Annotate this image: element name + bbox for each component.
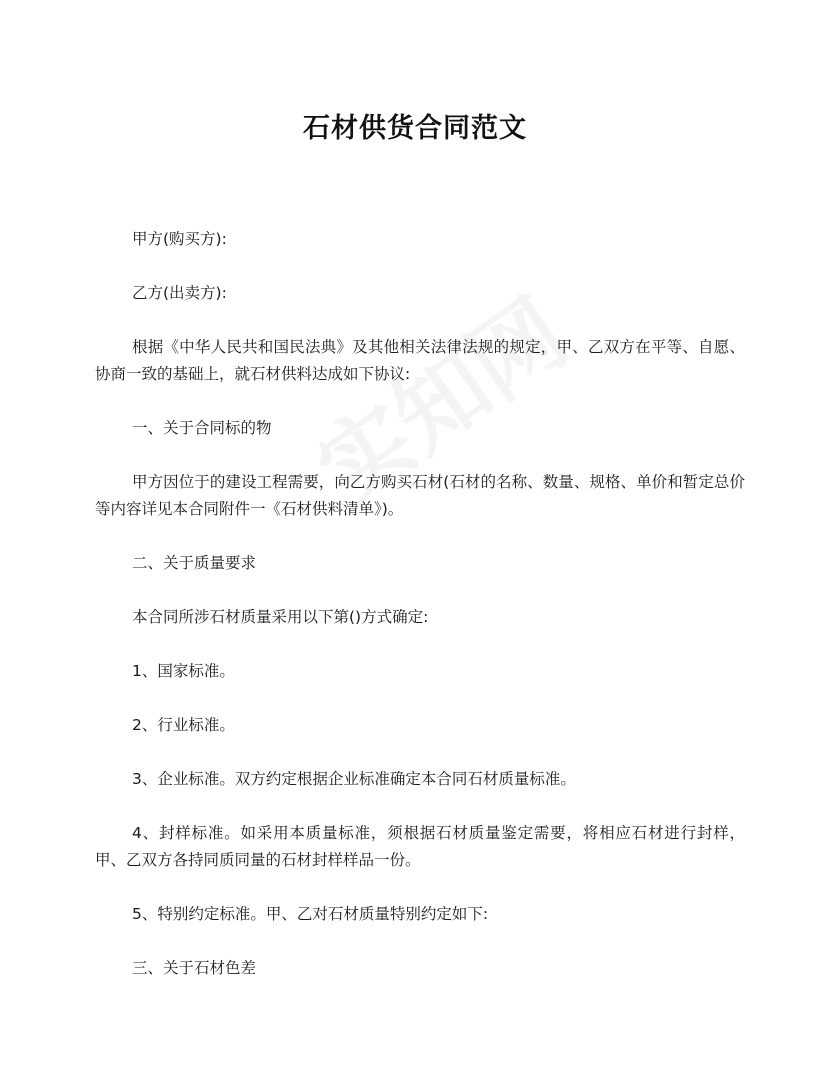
section-heading-3: 三、关于石材色差: [132, 959, 257, 977]
document-title: 石材供货合同范文: [303, 113, 527, 144]
section-1-paragraph: 甲方因位于的建设工程需要，向乙方购买石材(石材的名称、数量、规格、单价和暂定总价等内容详见本合同附件一《石材供料清单》)。: [95, 473, 745, 518]
quality-method-paragraph: 本合同所涉石材质量采用以下第()方式确定:: [132, 608, 429, 626]
party-a-line: 甲方(购买方):: [132, 230, 227, 248]
preamble-paragraph: 根据《中华人民共和国民法典》及其他相关法律法规的规定，甲、乙双方在平等、自愿、协商一致的基础上，就石材供料达成如下协议:: [95, 338, 745, 383]
quality-option-4: 4、封样标准。如采用本质量标准，须根据石材质量鉴定需要，将相应石材进行封样，甲、乙双方各持同质同量的石材封样样品一份。: [95, 824, 745, 869]
party-b-line: 乙方(出卖方):: [132, 284, 227, 302]
quality-option-5: 5、特别约定标准。甲、乙对石材质量特别约定如下:: [132, 905, 489, 923]
section-heading-2: 二、关于质量要求: [132, 554, 257, 572]
document-body: [95, 226, 745, 1009]
quality-option-2: 2、行业标准。: [132, 716, 235, 734]
section-heading-1: 一、关于合同标的物: [132, 419, 272, 437]
quality-option-3: 3、企业标准。双方约定根据企业标准确定本合同石材质量标准。: [132, 770, 576, 788]
quality-option-1: 1、国家标准。: [132, 662, 235, 680]
